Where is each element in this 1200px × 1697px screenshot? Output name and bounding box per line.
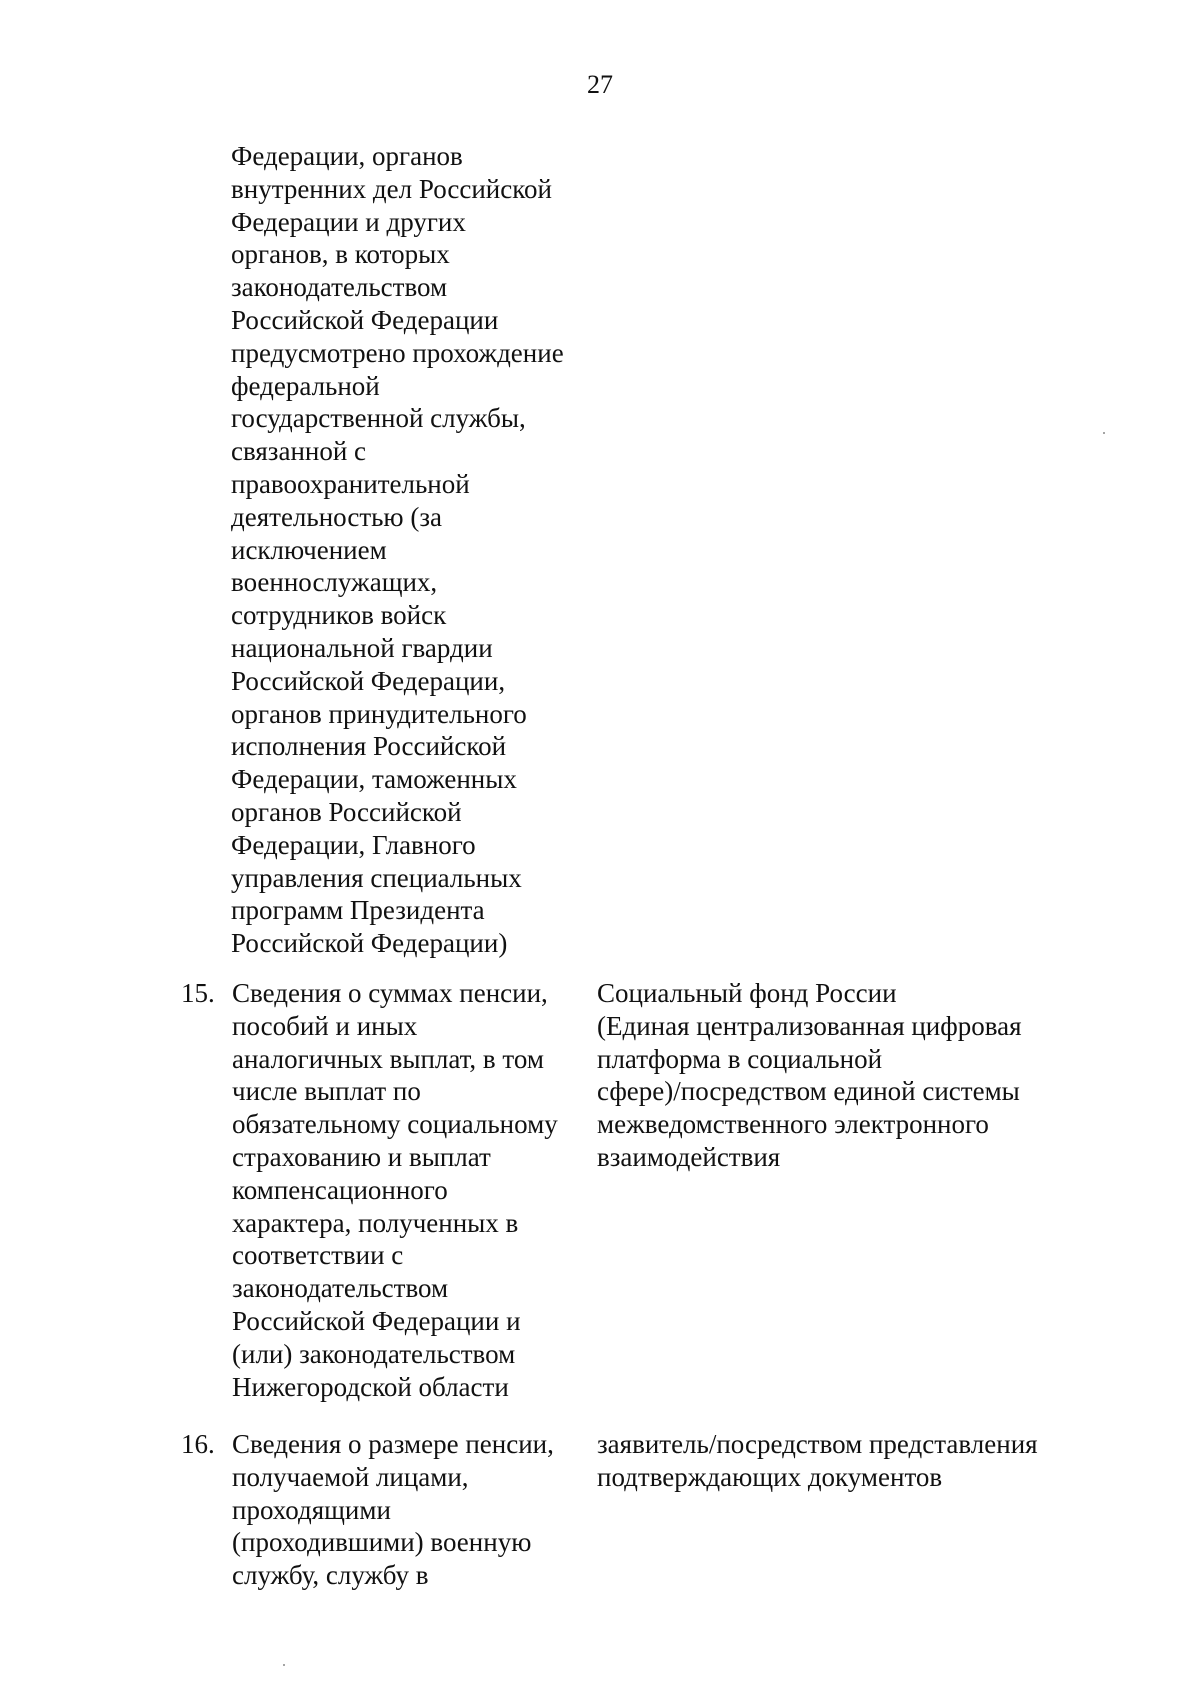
text-line: управления специальных: [231, 862, 522, 893]
text-line: Российской Федерации,: [231, 665, 506, 696]
page-number: 27: [587, 70, 613, 99]
text-line: Российской Федерации и: [232, 1305, 521, 1336]
text-line: пособий и иных: [232, 1010, 418, 1041]
text-line: (или) законодательством: [232, 1338, 516, 1369]
text-line: проходящими: [232, 1494, 391, 1525]
text-line: аналогичных выплат, в том: [232, 1043, 544, 1074]
text-line: обязательному социальному: [232, 1109, 558, 1140]
row-15-source: [597, 977, 1022, 1174]
text-line: взаимодействия: [597, 1141, 781, 1172]
row-15-description: [232, 977, 558, 1403]
text-line: связанной с: [231, 436, 367, 467]
text-line: заявитель/посредством представления: [597, 1429, 1038, 1459]
text-line: национальной гвардии: [231, 632, 493, 663]
text-line: Российской Федерации): [231, 928, 508, 959]
text-line: органов Российской: [231, 796, 462, 827]
text-line: органов принудительного: [231, 698, 527, 729]
text-line: Российской Федерации: [231, 304, 499, 335]
text-line: получаемой лицами,: [232, 1461, 469, 1492]
text-line: федеральной: [231, 370, 380, 401]
text-line: страхованию и выплат: [232, 1141, 491, 1172]
text-line: сфере)/посредством единой системы: [597, 1076, 1020, 1107]
scan-speck: [1103, 432, 1105, 434]
text-line: государственной службы,: [231, 403, 526, 434]
text-line: Федерации, таможенных: [231, 764, 517, 795]
text-line: Федерации, органов: [231, 141, 463, 171]
text-line: (Единая централизованная цифровая: [597, 1010, 1022, 1041]
row-number: 16.: [181, 1429, 215, 1459]
text-line: органов, в которых: [231, 239, 450, 270]
text-line: характера, полученных в: [232, 1207, 519, 1238]
text-line: сотрудников войск: [231, 600, 447, 631]
row-16-source: [597, 1428, 1038, 1494]
text-line: военнослужащих,: [231, 567, 438, 598]
text-line: платформа в социальной: [597, 1043, 883, 1074]
text-line: компенсационного: [232, 1174, 448, 1205]
text-line: Федерации, Главного: [231, 829, 476, 860]
text-line: соответствии с: [232, 1240, 404, 1271]
text-line: межведомственного электронного: [597, 1109, 989, 1140]
scan-speck: [283, 1664, 285, 1666]
text-line: Сведения о суммах пенсии,: [232, 978, 548, 1008]
row-16-description: [232, 1428, 554, 1592]
text-line: деятельностью (за: [231, 501, 442, 532]
text-line: законодательством: [231, 272, 448, 303]
text-line: подтверждающих документов: [597, 1461, 943, 1492]
text-line: исключением: [231, 534, 387, 565]
text-line: программ Президента: [231, 895, 485, 926]
text-line: Нижегородской области: [232, 1371, 509, 1402]
text-line: числе выплат по: [232, 1076, 421, 1107]
text-line: (проходившими) военную: [232, 1527, 532, 1558]
row-14-description-continuation: [231, 140, 564, 960]
text-line: Социальный фонд России: [597, 978, 897, 1008]
text-line: предусмотрено прохождение: [231, 337, 564, 368]
text-line: исполнения Российской: [231, 731, 507, 762]
text-line: внутренних дел Российской: [231, 173, 552, 204]
text-line: правоохранительной: [231, 468, 470, 499]
text-line: законодательством: [232, 1273, 449, 1304]
row-number: 15.: [181, 978, 215, 1008]
text-line: службу, службу в: [232, 1560, 429, 1591]
text-line: Федерации и других: [231, 206, 466, 237]
text-line: Сведения о размере пенсии,: [232, 1429, 554, 1459]
